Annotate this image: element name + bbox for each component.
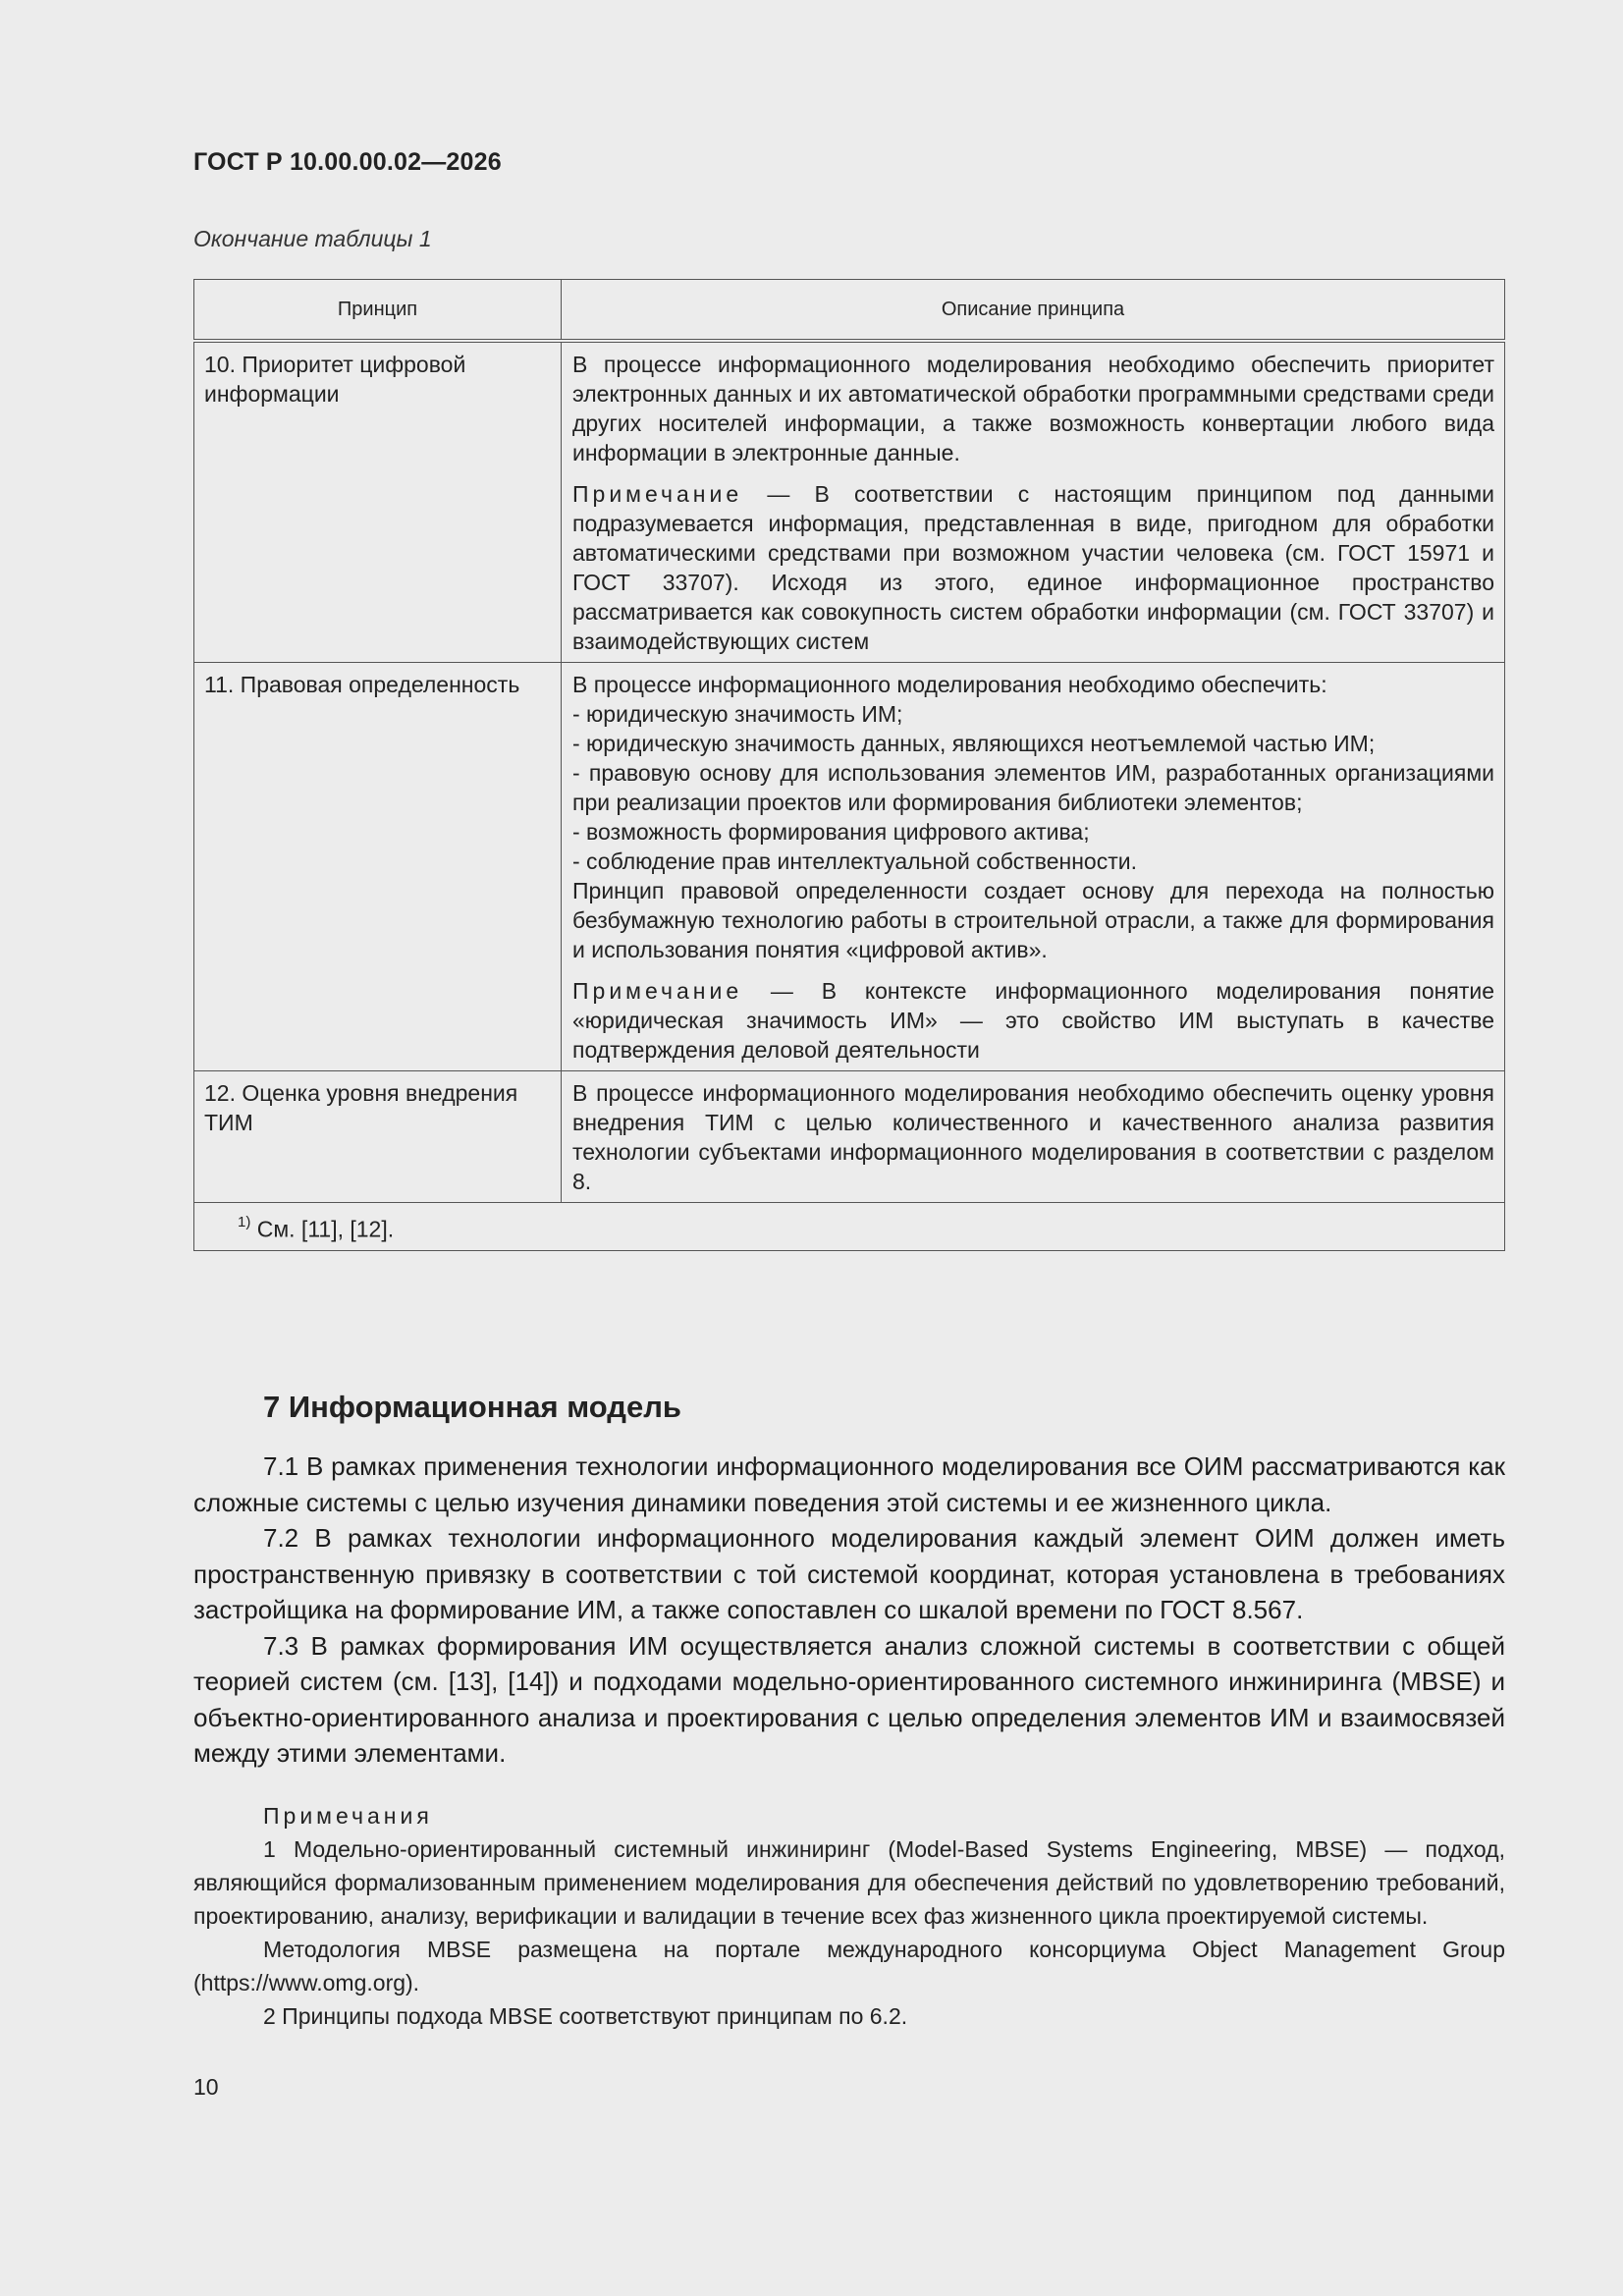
principle-cell: 10. Приоритет цифровой информации xyxy=(194,341,562,663)
body-paragraph: 7.3 В рамках формирования ИМ осуществляется анализ сложной системы в соответствии с общей теорией систем (см. [13], [14]) и подходами модельно-ориентированного системного инжиниринга (MBSE) и объектно-ориентированного анализа и проектирования с целью определения элементов ИМ и взаимосвязей между этими элементами. xyxy=(193,1630,1505,1768)
notes-heading: Примечания xyxy=(263,1803,433,1829)
table-row xyxy=(194,1071,1505,1203)
table-row xyxy=(194,341,1505,663)
description-cell xyxy=(562,341,1505,663)
document-id: ГОСТ Р 10.00.00.02—2026 xyxy=(193,148,502,176)
note-label: Примечание xyxy=(572,978,743,1004)
table-footnote xyxy=(194,1203,1505,1251)
description-intro: В процессе информационного моделирования необходимо обеспечить: xyxy=(572,672,1327,697)
section-title: 7 Информационная модель xyxy=(263,1390,681,1424)
table-note xyxy=(572,479,1494,656)
list-item: - правовую основу для использования элементов ИМ, разработанных организациями при реализации проектов или формирования библиотеки элементов; xyxy=(572,760,1494,815)
page-number: 10 xyxy=(193,2074,219,2100)
table-caption: Окончание таблицы 1 xyxy=(193,226,432,251)
list-item: - возможность формирования цифрового актива; xyxy=(572,819,1090,845)
note-text: — В соответствии с настоящим принципом под данными подразумевается информация, представленная в виде, пригодном для обработки автоматическими средствами при возможном участии человека (см. ГОСТ 15971 и ГОСТ 33707). Исходя из этого, единое информационное пространство рассматривается как совокупность систем обработки информации (см. ГОСТ 33707) и взаимодействующих систем xyxy=(572,481,1494,654)
principles-table xyxy=(193,279,1505,1251)
note-paragraph: Методология MBSE размещена на портале международного консорциума Object Management Group (https://www.omg.org). xyxy=(193,1937,1505,1995)
description-closing: Принцип правовой определенности создает основу для перехода на полностью безбумажную технологию работы в строительной отрасли, а также для формирования и использования понятия «цифровой актив». xyxy=(572,878,1494,962)
notes-block xyxy=(193,1799,1505,2033)
table-row xyxy=(194,663,1505,1071)
description-text: В процессе информационного моделирования необходимо обеспечить оценку уровня внедрения ТИМ с целью количественного и качественного анализа развития технологии субъектами информационного моделирования в соответствии с разделом 8. xyxy=(572,1080,1494,1194)
principle-cell: 12. Оценка уровня внедрения ТИМ xyxy=(194,1071,562,1203)
description-text: В процессе информационного моделирования необходимо обеспечить приоритет электронных данных и их автоматической обработки программными средствами среди других носителей информации, а также возможность конвертации любого вида информации в электронные данные. xyxy=(572,352,1494,465)
description-cell xyxy=(562,1071,1505,1203)
table-note xyxy=(572,976,1494,1065)
list-item: - юридическую значимость данных, являющихся неотъемлемой частью ИМ; xyxy=(572,731,1376,756)
list-item: - соблюдение прав интеллектуальной собственности. xyxy=(572,848,1137,874)
note-text: — В контексте информационного моделирования понятие «юридическая значимость ИМ» — это свойство ИМ выступать в качестве подтверждения деловой деятельности xyxy=(572,978,1494,1063)
description-cell xyxy=(562,663,1505,1071)
note-label: Примечание xyxy=(572,481,743,507)
table-footnote-row xyxy=(194,1203,1505,1251)
column-header-principle: Принцип xyxy=(194,280,562,342)
principle-cell: 11. Правовая определенность xyxy=(194,663,562,1071)
list-item: - юридическую значимость ИМ; xyxy=(572,701,903,727)
note-paragraph: 1 Модельно-ориентированный системный инжиниринг (Model-Based Systems Engineering, MBSE) — подход, являющийся формализованным применением моделирования для обеспечения действий по удовлетворению требований, проектированию, анализу, верификации и валидации в течение всех фаз жизненного цикла проектируемой системы. xyxy=(193,1836,1505,1929)
note-paragraph: 2 Принципы подхода MBSE соответствуют принципам по 6.2. xyxy=(263,2003,908,2029)
body-paragraph: 7.1 В рамках применения технологии информационного моделирования все ОИМ рассматриваются как сложные системы с целью изучения динамики поведения этой системы и ее жизненного цикла. xyxy=(193,1451,1505,1517)
section-body xyxy=(193,1449,1505,1772)
body-paragraph: 7.2 В рамках технологии информационного моделирования каждый элемент ОИМ должен иметь пространственную привязку в соответствии с той системой координат, которая установлена в требованиях застройщика на формирование ИМ, а также сопоставлен со шкалой времени по ГОСТ 8.567. xyxy=(193,1523,1505,1624)
footnote-text: См. [11], [12]. xyxy=(250,1216,395,1242)
column-header-description: Описание принципа xyxy=(562,280,1505,342)
table-header-row xyxy=(194,280,1505,342)
footnote-mark: 1) xyxy=(238,1214,251,1230)
